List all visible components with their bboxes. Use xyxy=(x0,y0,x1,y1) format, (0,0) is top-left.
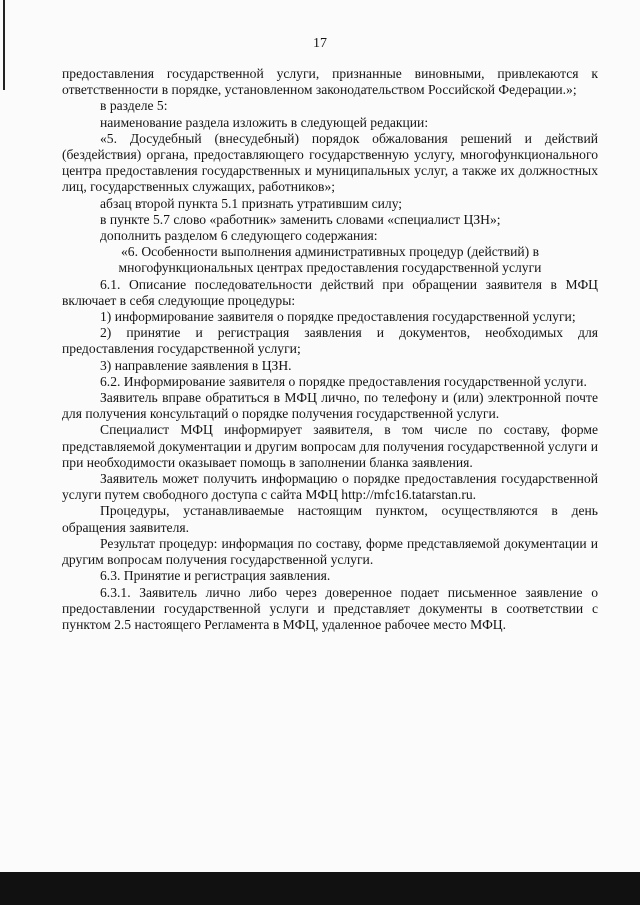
paragraph: «5. Досудебный (внесудебный) порядок обжалования решений и действий (бездействия) органа, предоставляющего государственную услугу, многофункционального центра предоставления государственных и муниципальных услуг, а также их должностных лиц, государственных служащих, работников»; xyxy=(62,130,598,195)
paragraph: 6.1. Описание последовательности действий при обращении заявителя в МФЦ включает в себя следующие процедуры: xyxy=(62,276,598,308)
paragraph: Заявитель вправе обратиться в МФЦ лично, по телефону и (или) электронной почте для получения консультаций о порядке получения государственной услуги. xyxy=(62,390,598,422)
paragraph: Заявитель может получить информацию о порядке предоставления государственной услуги путем свободного доступа с сайта МФЦ http://mfc16.tatarstan.ru. xyxy=(62,471,598,503)
paragraph: предоставления государственной услуги, признанные виновными, привлекаются к ответственности в порядке, установленном законодательством Российской Федерации.»; xyxy=(62,66,598,98)
paragraph: 1) информирование заявителя о порядке предоставления государственной услуги; xyxy=(100,309,576,325)
paragraph: 6.3.1. Заявитель лично либо через доверенное подает письменное заявление о предоставлении государственной услуги и представляет документы в соответствии с пунктом 2.5 настоящего Регламента в МФЦ, удаленное рабочее место МФЦ. xyxy=(62,584,598,632)
section-heading: «6. Особенности выполнения административных процедур (действий) в многофункциональных центрах предоставления государственной услуги xyxy=(118,244,542,276)
paragraph: 6.2. Информирование заявителя о порядке предоставления государственной услуги. xyxy=(100,373,587,389)
paragraph: 6.3. Принятие и регистрация заявления. xyxy=(100,568,331,584)
document-body xyxy=(62,66,598,633)
paragraph: Процедуры, устанавливаемые настоящим пунктом, осуществляются в день обращения заявителя. xyxy=(62,503,598,535)
paragraph: Результат процедур: информация по составу, форме представляемой документации и другим вопросам получения государственной услуги. xyxy=(62,535,598,568)
paragraph: 2) принятие и регистрация заявления и документов, необходимых для предоставления государственной услуги; xyxy=(62,325,598,357)
paragraph: наименование раздела изложить в следующей редакции: xyxy=(100,114,429,130)
page-number: 17 xyxy=(313,36,327,51)
paragraph: дополнить разделом 6 следующего содержания: xyxy=(100,228,378,244)
paragraph: абзац второй пункта 5.1 признать утратившим силу; xyxy=(100,195,403,211)
paragraph: в пункте 5.7 слово «работник» заменить словами «специалист ЦЗН»; xyxy=(100,211,501,227)
paragraph: Специалист МФЦ информирует заявителя, в том числе по составу, форме представляемой документации и другим вопросам для получения государственной услуги и при необходимости оказывает помощь в заполнении бланка заявления. xyxy=(62,422,598,470)
paragraph: 3) направление заявления в ЦЗН. xyxy=(100,357,292,373)
paragraph: в разделе 5: xyxy=(100,98,168,114)
page-bottom-margin xyxy=(0,862,640,872)
scan-bottom-band xyxy=(0,872,640,905)
